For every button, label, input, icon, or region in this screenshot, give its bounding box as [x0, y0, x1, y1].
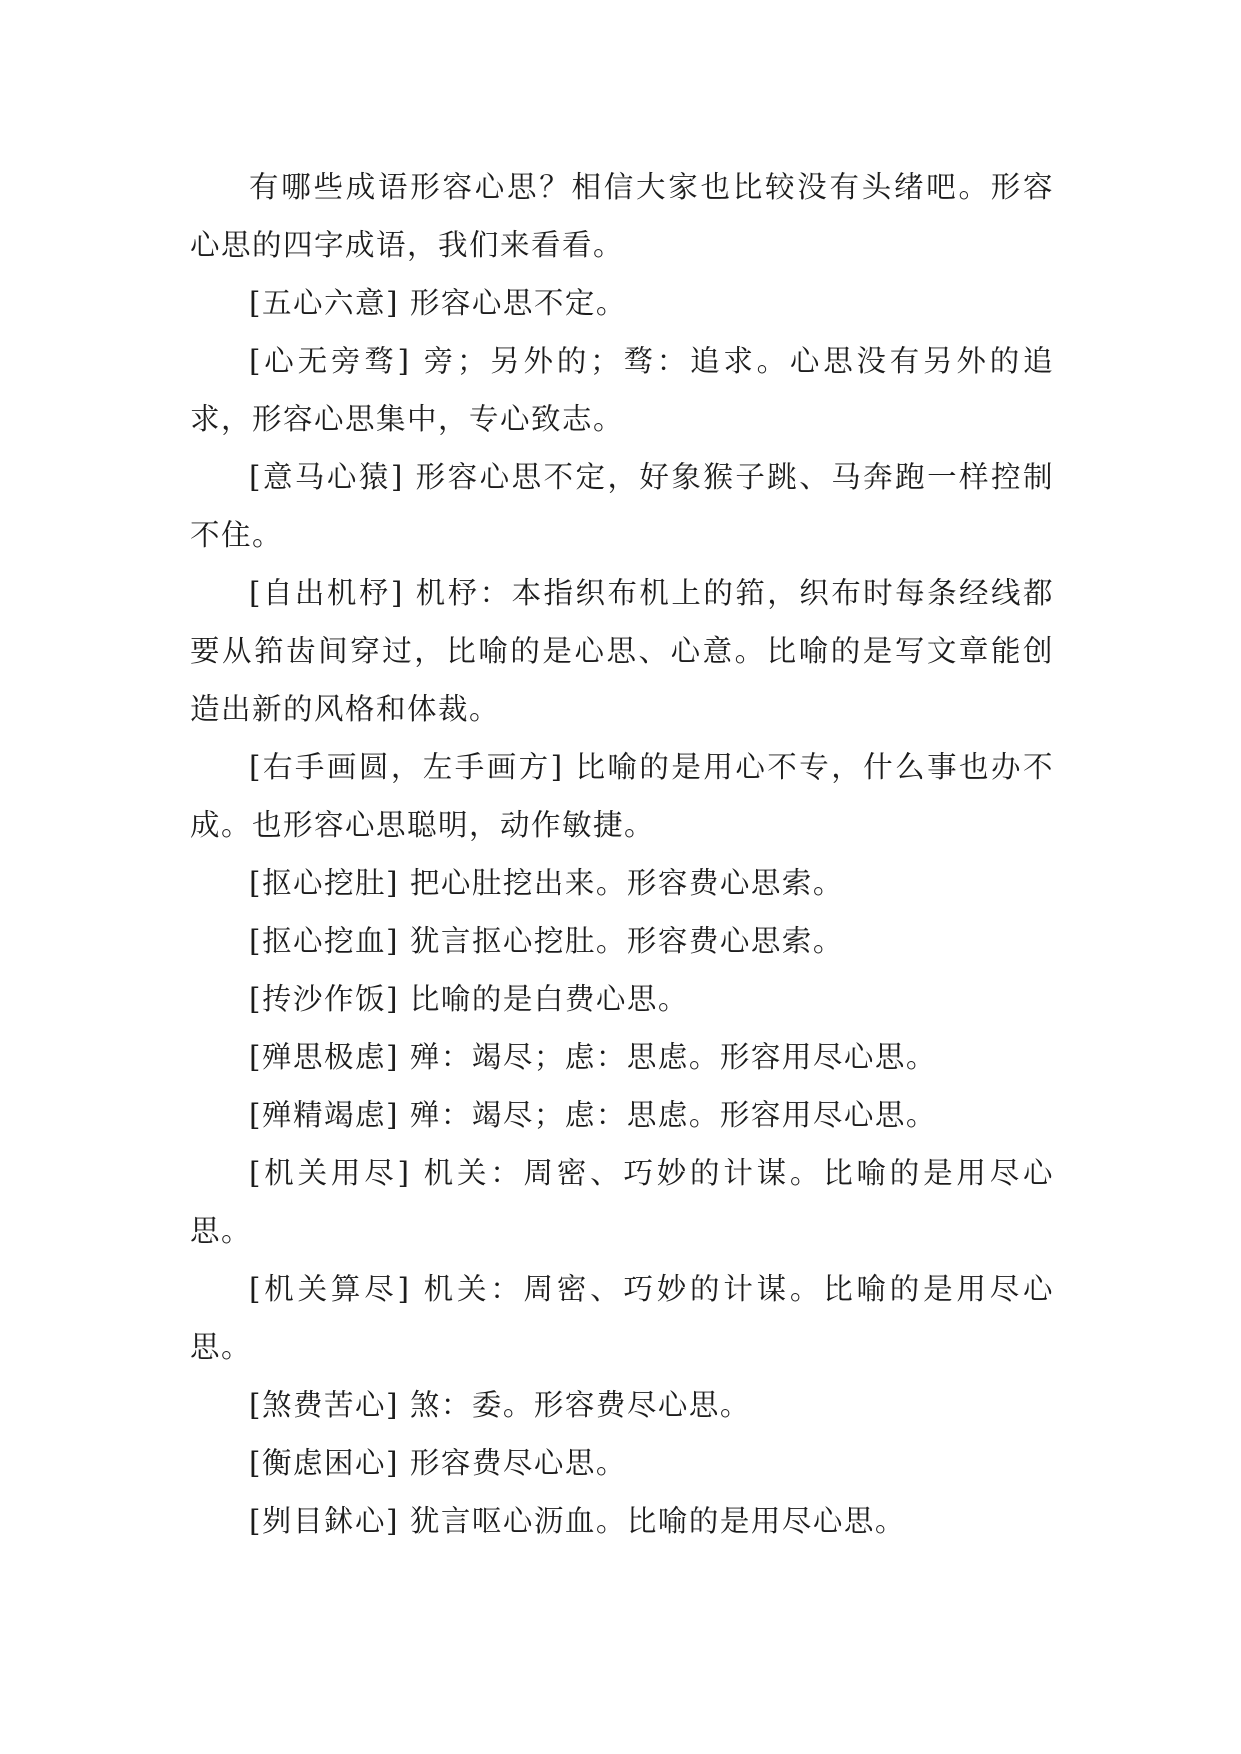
intro-paragraph: 有哪些成语形容心思？相信大家也比较没有头绪吧。形容心思的四字成语，我们来看看。 [190, 170, 1054, 262]
idiom-entry: [意马心猿] 形容心思不定，好象猴子跳、马奔跑一样控制不住。 [190, 460, 1054, 552]
idiom-entry: [刿目鉥心] 犹言呕心沥血。比喻的是用尽心思。 [249, 1504, 906, 1538]
idiom-entry: [抠心挖血] 犹言抠心挖肚。形容费心思索。 [249, 924, 844, 958]
idiom-entry: [抟沙作饭] 比喻的是白费心思。 [249, 982, 689, 1016]
idiom-entry: [衡虑困心] 形容费尽心思。 [249, 1446, 627, 1480]
idiom-entry: [煞费苦心] 煞：委。形容费尽心思。 [249, 1388, 751, 1422]
idiom-entry: [抠心挖肚] 把心肚挖出来。形容费心思索。 [249, 866, 844, 900]
idiom-entry: [殚精竭虑] 殚：竭尽；虑：思虑。形容用尽心思。 [249, 1098, 937, 1132]
idiom-entry: [殚思极虑] 殚：竭尽；虑：思虑。形容用尽心思。 [249, 1040, 937, 1074]
idiom-entry: [机关算尽] 机关：周密、巧妙的计谋。比喻的是用尽心思。 [190, 1272, 1054, 1364]
idiom-entry: [五心六意] 形容心思不定。 [249, 286, 627, 320]
idiom-entry: [右手画圆，左手画方] 比喻的是用心不专，什么事也办不成。也形容心思聪明，动作敏捷。 [190, 750, 1054, 842]
idiom-entry: [心无旁骛] 旁；另外的；骛：追求。心思没有另外的追求，形容心思集中，专心致志。 [190, 344, 1054, 436]
idiom-entry: [机关用尽] 机关：周密、巧妙的计谋。比喻的是用尽心思。 [190, 1156, 1054, 1248]
idiom-entry: [自出机杼] 机杼：本指织布机上的筘，织布时每条经线都要从筘齿间穿过，比喻的是心思、心意。比喻的是写文章能创造出新的风格和体裁。 [190, 576, 1054, 726]
document-body [190, 158, 1054, 1550]
